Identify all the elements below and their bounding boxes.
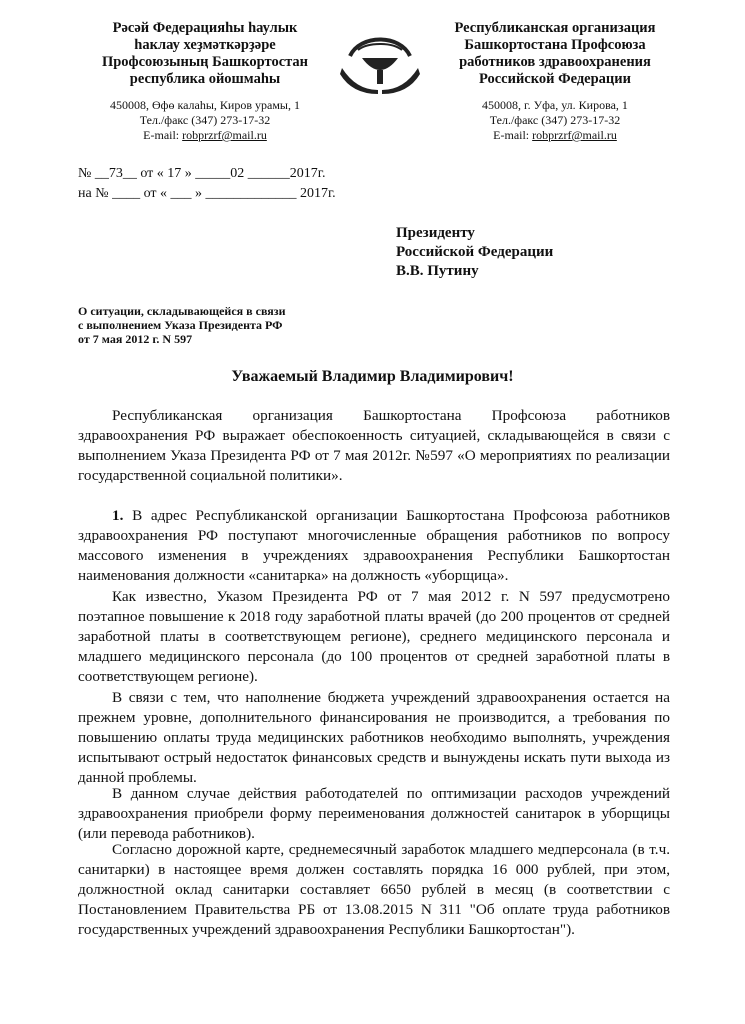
email-line bbox=[70, 128, 340, 143]
body-paragraph-3: В связи с тем, что наполнение бюджета учреждений здравоохранения остается на прежнем уровне, дополнительного финансирования не производится, а требования по повышению оплаты труда медицинских работников необходимо выполнять, учреждения испытывают острый недостаток финансовых средств и вынуждены искать пути выхода из данной проблемы. bbox=[78, 689, 670, 786]
org-line: һаклау хеҙмәткәрҙәре bbox=[134, 37, 276, 53]
org-line: Профсоюзының Башкортостан bbox=[101, 54, 309, 70]
paragraph-number: 1. bbox=[112, 507, 124, 524]
addressee-line: В.В. Путину bbox=[396, 263, 479, 279]
phone-text: Тел./факс (347) 273-17-32 bbox=[139, 113, 271, 127]
body-paragraph-5: Согласно дорожной карте, среднемесячный заработок младшего медперсонала (в т.ч. санитарки) в настоящее время должен составлять порядка 16 000 рублей, при этом, должностной оклад санитарки составляет 6650 рублей в месяц (в соответствии с Постановлением Правительства РБ от 13.08.2015 N 311 "Об оплате труда работников государственных учреждений здравоохранения Республики Башкортостан"). bbox=[78, 841, 670, 938]
org-line: республика ойошмаһы bbox=[129, 71, 281, 87]
addressee-line: Президенту bbox=[396, 225, 475, 241]
addressee-line: Российской Федерации bbox=[396, 244, 554, 260]
org-line: Башкортостана Профсоюза bbox=[464, 37, 646, 53]
org-line: работников здравоохранения bbox=[459, 54, 651, 70]
phone-text: Тел./факс (347) 273-17-32 bbox=[489, 113, 621, 127]
subject-line: О ситуации, складывающейся в связи bbox=[78, 304, 286, 318]
email-link[interactable]: robprzrf@mail.ru bbox=[182, 128, 267, 142]
paragraph-text: В адрес Республиканской организации Башкортостана Профсоюза работников здравоохранения РФ поступают многочисленные обращения работников по вопросу массового изменения в учреждениях здравоохранения Республики Башкортостан наименования должности «санитарка» на должность «уборщица». bbox=[78, 507, 670, 584]
contact-block bbox=[70, 98, 340, 143]
email-label: E-mail: bbox=[493, 128, 533, 142]
body-paragraph-intro: Республиканская организация Башкортостана Профсоюза работников здравоохранения РФ выражает обеспокоенность ситуацией, складывающейся в связи с выполнением Указа Президента РФ от 7 мая 2012г. №597 «О мероприятиях по реализации государственной социальной политики». bbox=[78, 407, 670, 484]
subject-line: от 7 мая 2012 г. N 597 bbox=[78, 332, 193, 346]
address-text: 450008, Өфө калаһы, Киров урамы, 1 bbox=[110, 98, 300, 112]
addressee-block bbox=[396, 224, 553, 281]
body-paragraph-4: В данном случае действия работодателей по оптимизации расходов учреждений здравоохранения приобрели форму переименования должностей санитарок в уборщицы (или перевода работников). bbox=[78, 785, 670, 842]
org-name-russian bbox=[420, 20, 690, 88]
registration-number-line: № __73__ от « 17 » _____02 ______2017г. bbox=[78, 166, 326, 181]
header-left-block bbox=[70, 20, 340, 143]
contact-block bbox=[420, 98, 690, 143]
org-line: Республиканская организация bbox=[454, 20, 656, 36]
body-paragraph-1 bbox=[78, 506, 670, 586]
email-link[interactable]: robprzrf@mail.ru bbox=[532, 128, 617, 142]
salutation: Уважаемый Владимир Владимирович! bbox=[231, 368, 514, 385]
org-line: Российской Федерации bbox=[478, 71, 631, 87]
email-label: E-mail: bbox=[143, 128, 183, 142]
subject-block bbox=[78, 304, 286, 346]
address-text: 450008, г. Уфа, ул. Кирова, 1 bbox=[482, 98, 628, 112]
subject-line: с выполнением Указа Президента РФ bbox=[78, 318, 283, 332]
email-line bbox=[420, 128, 690, 143]
header-right-block bbox=[420, 20, 690, 143]
reply-reference-line: на № ____ от « ___ » _____________ 2017г. bbox=[78, 186, 336, 201]
union-logo bbox=[338, 28, 422, 100]
bowl-and-hands-emblem-icon bbox=[338, 28, 422, 100]
org-line: Рәсәй Федерацияһы һаулык bbox=[112, 20, 298, 36]
body-paragraph-2: Как известно, Указом Президента РФ от 7 мая 2012 г. N 597 предусмотрено поэтапное повышение к 2018 году заработной платы врачей (до 200 процентов от средней заработной платы в соответствующем регионе), среднего медицинского персонала и младшего медицинского персонала (до 100 процентов от средней заработной платы в соответствующем регионе). bbox=[78, 588, 670, 685]
org-name-bashkir bbox=[70, 20, 340, 88]
